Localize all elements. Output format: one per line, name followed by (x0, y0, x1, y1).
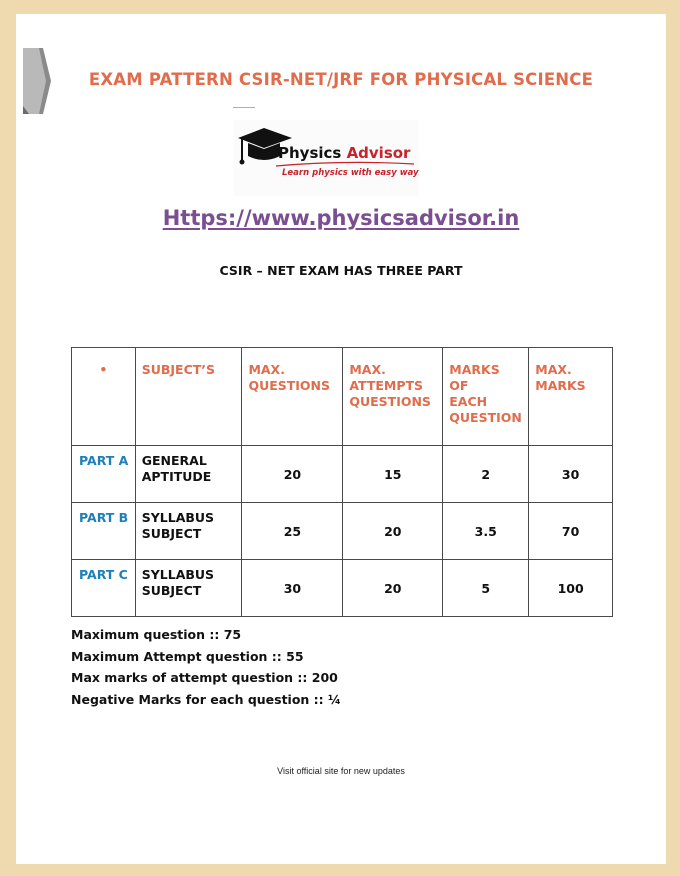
exam-pattern-table (71, 347, 613, 617)
marks-each-cell: 2 (443, 446, 529, 503)
header-marks-each: MARKS OF EACH QUESTION (443, 348, 529, 446)
page-title: EXAM PATTERN CSIR-NET/JRF FOR PHYSICAL SCIENCE (88, 70, 594, 89)
subject-cell: SYLLABUS SUBJECT (135, 560, 242, 617)
logo-name: Physics Advisor (278, 144, 411, 162)
max-marks-cell: 70 (529, 503, 613, 560)
header-max-questions: MAX. QUESTIONS (242, 348, 343, 446)
divider (233, 107, 255, 108)
document-page (16, 14, 666, 864)
max-attempts-cell: 20 (343, 503, 443, 560)
max-attempts-cell: 20 (343, 560, 443, 617)
table-row (72, 503, 613, 560)
max-questions-cell: 30 (242, 560, 343, 617)
max-attempts-cell: 15 (343, 446, 443, 503)
marks-each-cell: 5 (443, 560, 529, 617)
table-row (72, 446, 613, 503)
part-label: PART C (72, 560, 136, 617)
note-negative-marks: Negative Marks for each question :: ¼ (71, 691, 341, 707)
note-max-marks: Max marks of attempt question :: 200 (71, 670, 338, 685)
section-heading: CSIR – NET EXAM HAS THREE PART (219, 263, 463, 278)
header-subject: SUBJECT’S (135, 348, 242, 446)
max-marks-cell: 100 (529, 560, 613, 617)
max-questions-cell: 25 (242, 503, 343, 560)
header-max-attempts: MAX. ATTEMPTS QUESTIONS (343, 348, 443, 446)
summary-notes (71, 624, 341, 710)
subject-cell: GENERAL APTITUDE (135, 446, 242, 503)
physics-advisor-logo (234, 120, 419, 196)
part-label: PART B (72, 503, 136, 560)
footer-note: Visit official site for new updates (277, 766, 405, 776)
max-questions-cell: 20 (242, 446, 343, 503)
marks-each-cell: 3.5 (443, 503, 529, 560)
max-marks-cell: 30 (529, 446, 613, 503)
part-label: PART A (72, 446, 136, 503)
subject-cell: SYLLABUS SUBJECT (135, 503, 242, 560)
website-link[interactable]: Https://www.physicsadvisor.in (162, 206, 520, 230)
note-max-attempts: Maximum Attempt question :: 55 (71, 648, 304, 664)
header-max-marks: MAX. MARKS (529, 348, 613, 446)
logo-tagline: Learn physics with easy way (282, 168, 419, 178)
table-row (72, 560, 613, 617)
header-bullet: • (72, 348, 136, 446)
note-max-questions: Maximum question :: 75 (71, 627, 242, 642)
table-header-row (72, 348, 613, 446)
